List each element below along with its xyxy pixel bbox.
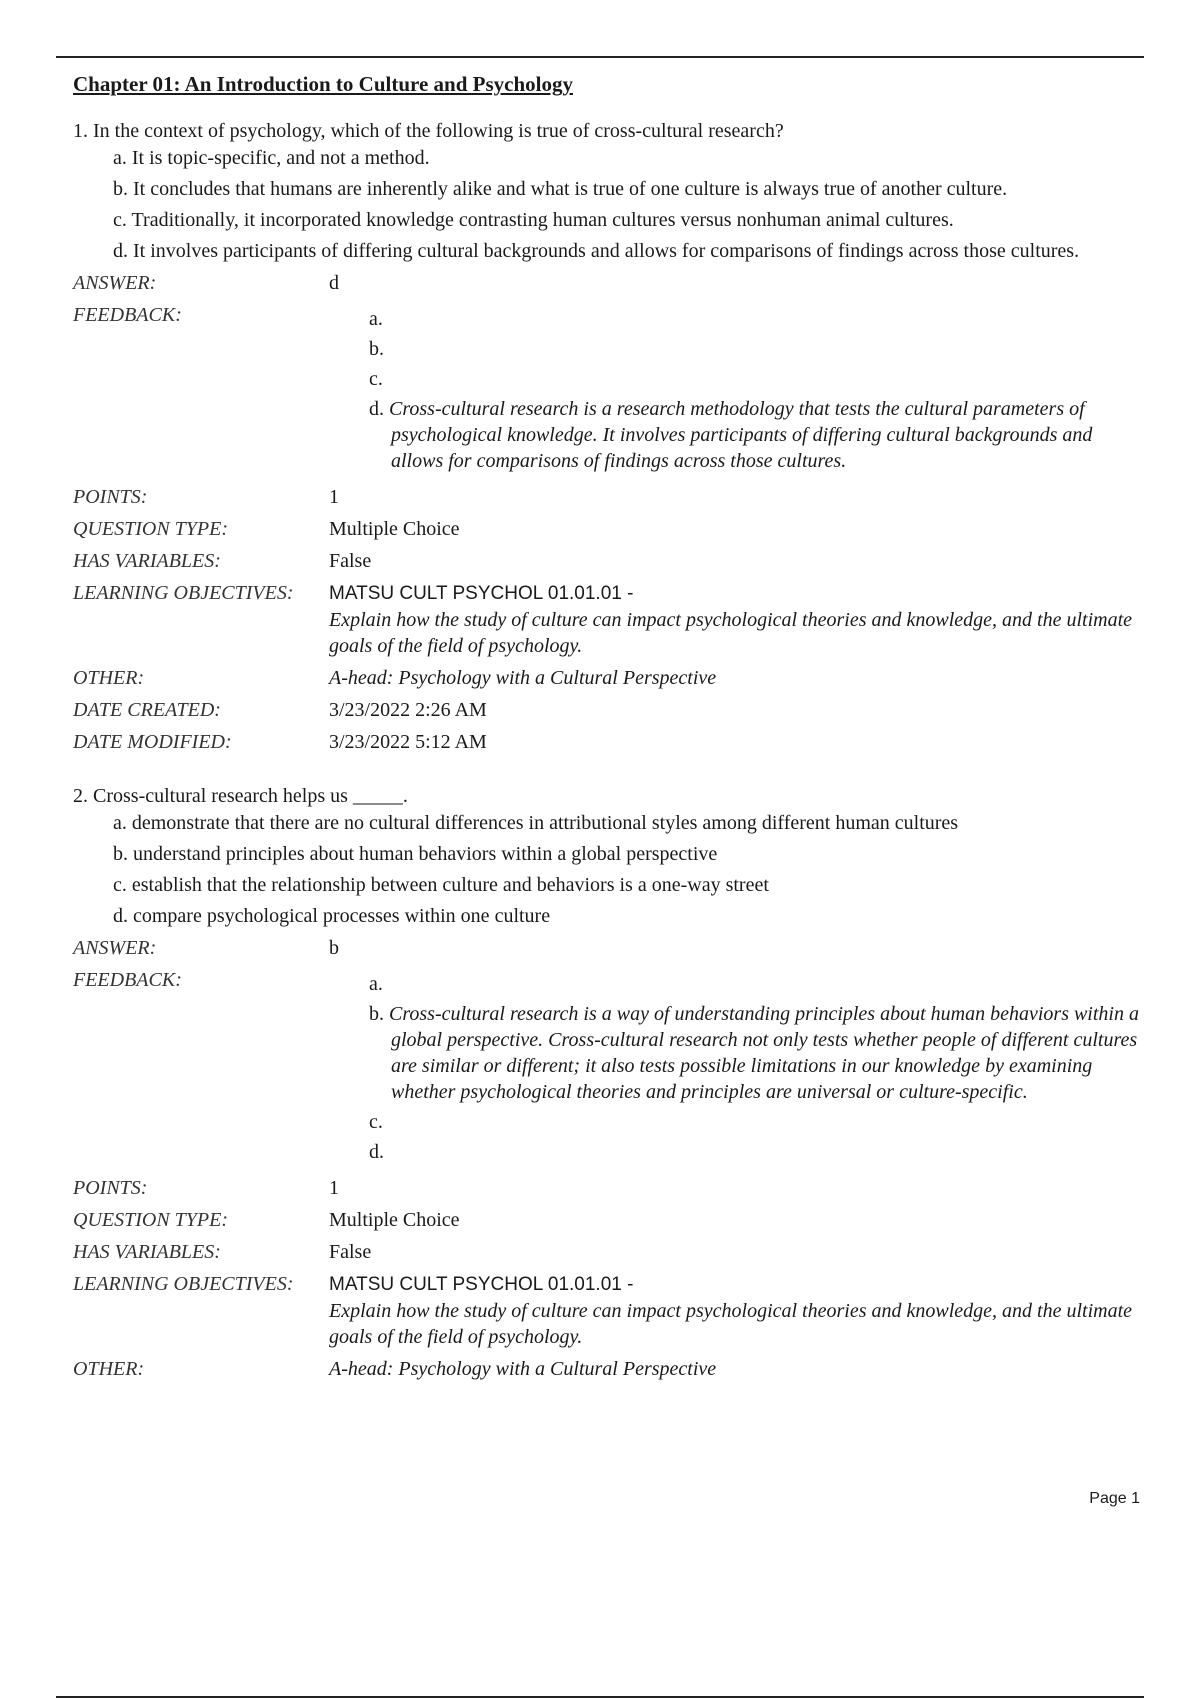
feedback-letter: b. [369,1003,384,1025]
learning-objective-code: MATSU CULT PSYCHOL 01.01.01 - [329,1274,634,1295]
other-label: OTHER: [73,1358,145,1380]
learning-objective-description: Explain how the study of culture can impact psychological theories and knowledge, and the ultimate goals of the field of psychology. [329,609,1132,657]
feedback-letter: d. [369,1141,384,1163]
answer-options [113,811,1148,929]
chapter-title: Chapter 01: An Introduction to Culture and Psychology [73,72,573,96]
feedback-block [329,302,1148,478]
has-variables-row [73,548,1148,574]
feedback-letter: a. [369,308,383,330]
question-type-row [73,1207,1148,1233]
has-variables-label: HAS VARIABLES: [73,1241,221,1263]
learning-objective-code: MATSU CULT PSYCHOL 01.01.01 - [329,583,634,604]
option-d: d. compare psychological processes within one culture [113,905,551,927]
has-variables-value: False [329,1241,372,1263]
learning-objectives-value [329,580,1148,659]
bottom-rule [56,1696,1144,1698]
feedback-list [369,306,1148,474]
feedback-label: FEEDBACK: [73,969,182,991]
feedback-letter: d. [369,398,384,420]
answer-value: b [329,937,339,959]
answer-label: ANSWER: [73,272,157,294]
feedback-label: FEEDBACK: [73,304,182,326]
question-stem: 2. Cross-cultural research helps us _____. [73,785,408,807]
other-value: A-head: Psychology with a Cultural Perspective [329,667,717,689]
feedback-item-d [369,396,1148,474]
feedback-letter: a. [369,973,383,995]
date-created-value: 3/23/2022 2:26 AM [329,699,487,721]
points-label: POINTS: [73,1177,148,1199]
points-value: 1 [329,486,339,508]
option-b: b. understand principles about human behaviors within a global perspective [113,843,718,865]
feedback-row [73,967,1148,1169]
date-created-row [73,697,1148,723]
question-type-label: QUESTION TYPE: [73,518,229,540]
feedback-text: Cross-cultural research is a way of understanding principles about human behaviors within a global perspective. Cross-cultural research not only tests whether people of different cultures are similar or different; it also tests possible limitations in our knowledge by examining whether psychological theories and principles are universal or culture-specific. [389,1003,1139,1103]
date-modified-row [73,729,1148,755]
date-modified-value: 3/23/2022 5:12 AM [329,731,487,753]
other-row [73,1356,1148,1382]
question-stem: 1. In the context of psychology, which of the following is true of cross-cultural research? [73,120,784,142]
option-a: a. It is topic-specific, and not a method. [113,147,430,169]
learning-objectives-row [73,1271,1148,1350]
option-a: a. demonstrate that there are no cultural differences in attributional styles among different human cultures [113,812,959,834]
other-label: OTHER: [73,667,145,689]
learning-objectives-value [329,1271,1148,1350]
points-label: POINTS: [73,486,148,508]
question-type-row [73,516,1148,542]
feedback-letter: c. [369,1111,383,1133]
feedback-item-a [369,306,1148,332]
feedback-letter: b. [369,338,384,360]
learning-objectives-label: LEARNING OBJECTIVES: [73,1273,294,1295]
date-modified-label: DATE MODIFIED: [73,731,232,753]
answer-row [73,935,1148,961]
page-number: Page 1 [1089,1490,1140,1507]
question-2 [73,783,1148,1382]
points-row [73,1175,1148,1201]
feedback-letter: c. [369,368,383,390]
feedback-item-b [369,1001,1148,1105]
has-variables-row [73,1239,1148,1265]
learning-objectives-row [73,580,1148,659]
option-c: c. establish that the relationship between culture and behaviors is a one-way street [113,874,769,896]
feedback-text: Cross-cultural research is a research methodology that tests the cultural parameters of psychological knowledge. It involves participants of differing cultural backgrounds and allows for comparisons of findings across those cultures. [389,398,1093,472]
learning-objective-description: Explain how the study of culture can impact psychological theories and knowledge, and the ultimate goals of the field of psychology. [329,1300,1132,1348]
has-variables-label: HAS VARIABLES: [73,550,221,572]
answer-row [73,270,1148,296]
answer-options [113,146,1148,264]
feedback-row [73,302,1148,478]
answer-label: ANSWER: [73,937,157,959]
option-b: b. It concludes that humans are inherently alike and what is true of one culture is always true of another culture. [113,178,1008,200]
question-type-label: QUESTION TYPE: [73,1209,229,1231]
feedback-block [329,967,1148,1169]
other-value: A-head: Psychology with a Cultural Perspective [329,1358,717,1380]
feedback-item-d [369,1139,1148,1165]
has-variables-value: False [329,550,372,572]
document-body [73,70,1148,1396]
points-row [73,484,1148,510]
top-rule [56,56,1144,58]
answer-value: d [329,272,339,294]
date-created-label: DATE CREATED: [73,699,221,721]
feedback-item-c [369,366,1148,392]
feedback-item-c [369,1109,1148,1135]
feedback-list [369,971,1148,1165]
feedback-item-a [369,971,1148,997]
points-value: 1 [329,1177,339,1199]
option-c: c. Traditionally, it incorporated knowledge contrasting human cultures versus nonhuman animal cultures. [113,209,954,231]
option-d: d. It involves participants of differing cultural backgrounds and allows for comparisons of findings across those cultures. [113,240,1080,262]
question-1 [73,118,1148,755]
feedback-item-b [369,336,1148,362]
question-type-value: Multiple Choice [329,518,460,540]
question-type-value: Multiple Choice [329,1209,460,1231]
learning-objectives-label: LEARNING OBJECTIVES: [73,582,294,604]
other-row [73,665,1148,691]
